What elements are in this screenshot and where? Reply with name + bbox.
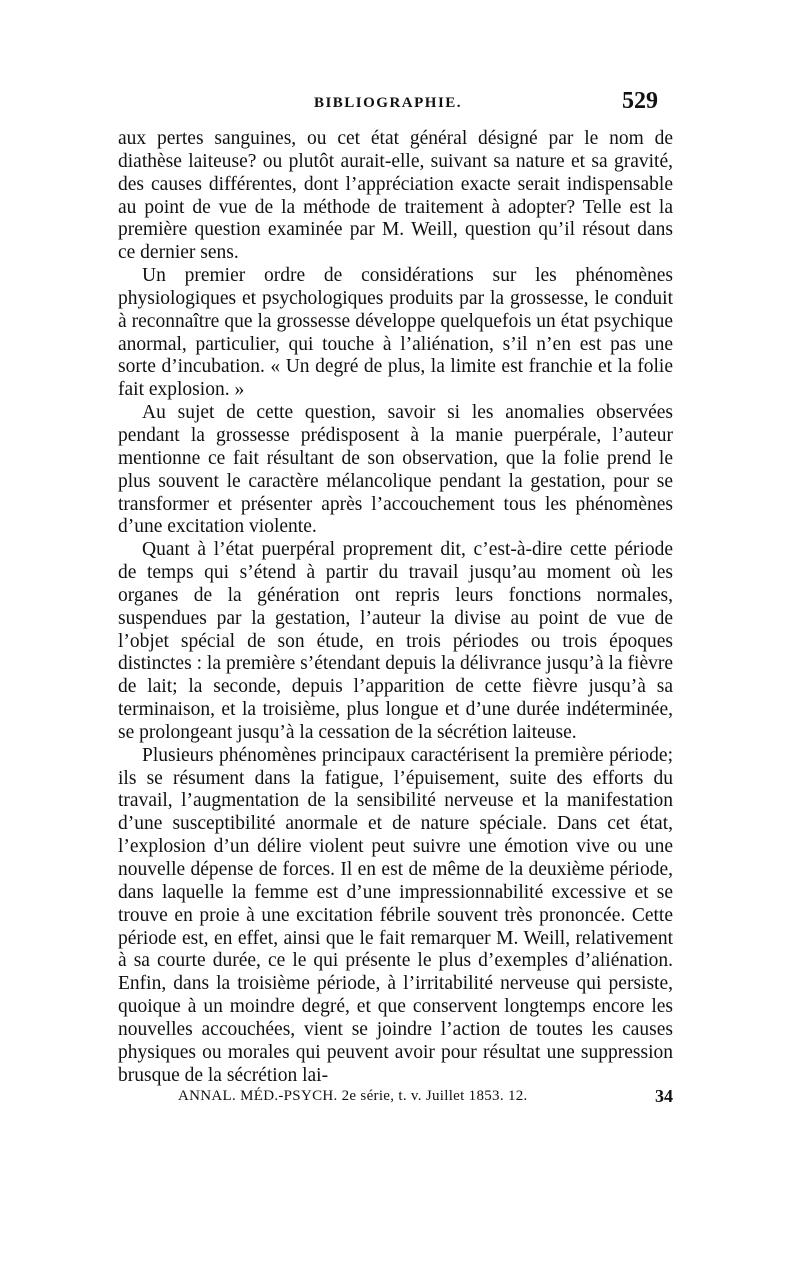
paragraph: Quant à l’état puerpéral proprement dit, c’est-à-dire cette période de temps qui s’étend à partir du travail jusqu’au moment où les organes de la génération ont repris leurs fonctions normales, suspendues par la gestation, l’auteur la divise au point de vue de l’objet spécial de son étude, en trois périodes ou trois époques distinctes : la première s’étendant depuis la délivrance jusqu’à la fièvre de lait; la seconde, depuis l’apparition de cette fièvre jusqu’à sa terminaison, et la troisième, plus longue et d’une durée indéterminée, se prolongeant jusqu’à la cessation de la sécrétion laiteuse. bbox=[118, 539, 673, 743]
paragraph: aux pertes sanguines, ou cet état général désigné par le nom de diathèse laiteuse? ou plutôt aurait-elle, suivant sa nature et sa gravité, des causes différentes, dont l’appréciation exacte serait indispensable au point de vue de la méthode de traitement à adopter? Telle est la première question examinée par M. Weill, question qu’il résout dans ce dernier sens. bbox=[118, 128, 673, 264]
body-text bbox=[118, 128, 673, 1087]
signature-mark: 34 bbox=[655, 1086, 673, 1106]
paragraph: Plusieurs phénomènes principaux caractérisent la première période; ils se résument dans la fatigue, l’épuisement, suite des efforts du travail, l’augmentation de la sensibilité nerveuse et la manifestation d’une susceptibilité anormale et de nature spéciale. Dans cet état, l’explosion d’un délire violent peut suivre une émotion vive ou une nouvelle dépense de forces. Il en est de même de la deuxième période, dans laquelle la femme est d’une impressionnabilité excessive et se trouve en proie à une excitation fébrile souvent très prononcée. Cette période est, en effet, ainsi que le fait remarquer M. Weill, relativement à sa courte durée, ce le qui présente le plus d’exemples d’aliénation. Enfin, dans la troisième période, à l’irritabilité nerveuse qui persiste, quoique à un moindre degré, et que conservent longtemps encore les nouvelles accouchées, vient se joindre l’action de toutes les causes physiques ou morales qui peuvent avoir pour résultat une suppression brusque de la sécrétion lai- bbox=[118, 744, 673, 1086]
page-number: 529 bbox=[622, 88, 658, 114]
footer-imprint: ANNAL. MÉD.-PSYCH. 2e série, t. v. Juillet 1853. 12. bbox=[178, 1088, 528, 1104]
running-title: BIBLIOGRAPHIE. bbox=[313, 95, 463, 111]
paragraph: Au sujet de cette question, savoir si les anomalies observées pendant la grossesse prédisposent à la manie puerpérale, l’auteur mentionne ce fait résultant de son observation, que la folie prend le plus souvent le caractère mélancolique pendant la gestation, pour se transformer et présenter après l’accouchement tous les phénomènes d’une excitation violente. bbox=[118, 402, 673, 538]
page-footer bbox=[178, 1086, 673, 1110]
running-head bbox=[118, 88, 658, 118]
paragraph: Un premier ordre de considérations sur les phénomènes physiologiques et psychologiques produits par la grossesse, le conduit à reconnaître que la grossesse développe quelquefois un état psychique anormal, particulier, qui touche à l’aliénation, s’il n’en est pas une sorte d’incubation. « Un degré de plus, la limite est franchie et la folie fait explosion. » bbox=[118, 265, 673, 401]
